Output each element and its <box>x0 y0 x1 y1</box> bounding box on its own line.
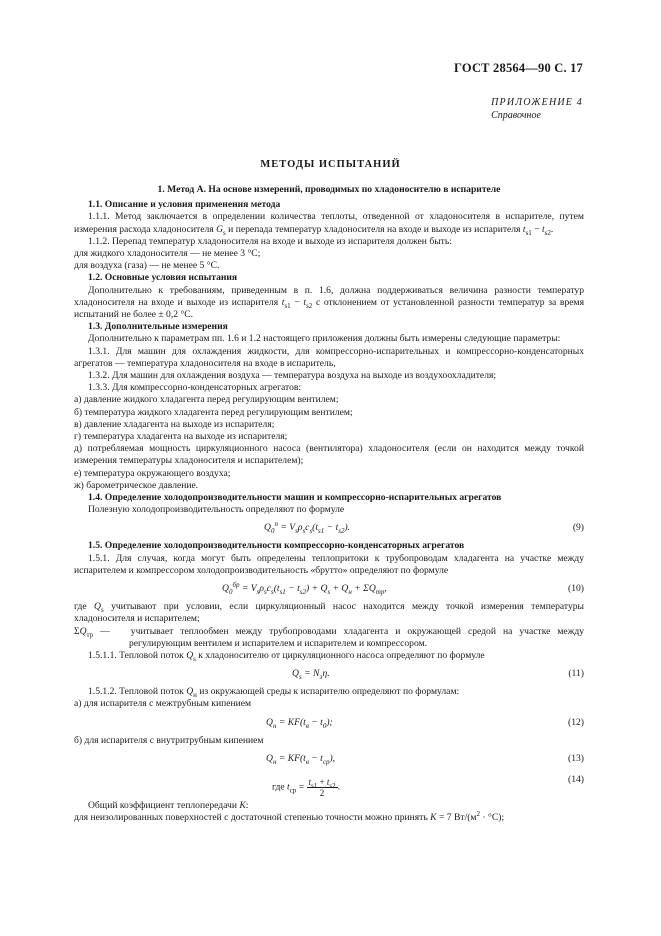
heading-1-2: 1.2. Основные условия испытания <box>88 272 238 284</box>
method-a-heading: 1. Метод А. На основе измерений, проводимых по хладоносителю в испарителе <box>157 184 501 195</box>
equation-10-formula: $Q_0^{бр} = V_s\rho_sc_s(t_{s1} - t_{s2}) + Q_s + Q_н + \Sigma Q_{тр}$, <box>222 580 387 596</box>
para-k-coefficient: Общий коэффициент теплопередачи K: <box>88 799 249 811</box>
para-1-2: Дополнительно к требованиям, приведенным в п. 1.6, должна поддерживаться величина разности температур хладоносителя на входе и выходе из испарителя $t_{s1} - t_{s2}$ с отклонением от установленной разности температур за время испытаний не более ± 0,2 °С. <box>74 284 584 321</box>
list-item: а) давление жидкого хладагента перед регулирующим вентилем; <box>74 394 339 406</box>
appendix-number: ПРИЛОЖЕНИЕ 4 <box>491 97 583 108</box>
equation-13-formula: $Q_н = KF(t_в - t_{ср})$, <box>266 752 336 766</box>
equation-12-formula: $Q_н = KF(t_в - t_0)$; <box>266 716 333 730</box>
equation-12-number: (12) <box>568 716 584 728</box>
list-item: б) температура жидкого хладагента перед регулирующим вентилем; <box>74 406 353 418</box>
equation-10-number: (10) <box>568 583 584 595</box>
list-item: ж) барометрическое давление. <box>74 479 199 491</box>
para-1-5-1-1: 1.5.1.1. Тепловой поток $Q_s$ к хладоносителю от циркуляционного насоса определяют по формуле <box>88 649 485 663</box>
section-title: МЕТОДЫ ИСПЫТАНИЙ <box>260 159 401 170</box>
para-1-5-1-2-a: а) для испарителя с межтрубным кипением <box>74 698 252 710</box>
para-1-3-1: 1.3.1. Для машин для охлаждения жидкости, для компрессорно-испарительных и компрессорно-конденсаторных агрегатов — температура хладоносителя на входе в испаритель, <box>74 345 584 369</box>
para-1-5-1: 1.5.1. Для случая, когда могут быть определены теплопритоки к трубопроводам хладагента на участке между испарителем и компрессором холодопроизводительность «брутто» определяют по формуле <box>74 552 584 576</box>
para-1-1-1: 1.1.1. Метод заключается в определении количества теплоты, отведенной от хладоносителя в испарителе, путем измерения расхода хладоносителя $G_s$ и перепада температур хладоносителя на входе и выходе из испарителя $t_{s1} - t_{s2}$. <box>74 211 584 237</box>
equation-14-number: (14) <box>568 773 584 785</box>
para-1-5-sum: $\Sigma Q_{тр}$ — учитывает теплообмен между трубопроводами хладагента и окружающей средой на участке между регулирующим вентилем и испарителем и испарителем и компрессором. <box>74 625 584 649</box>
equation-13-number: (13) <box>568 752 584 764</box>
equation-11 <box>74 665 584 683</box>
heading-1-3: 1.3. Дополнительные измерения <box>88 321 228 333</box>
appendix-label <box>491 97 583 122</box>
equation-13 <box>74 750 584 768</box>
para-1-5-where: где $Q_s$ учитывают при условии, если циркуляционный насос находится между точкой измерения температуры хладоносителя и испарителем; <box>74 601 584 625</box>
para-1-3-intro: Дополнительно к параметрам пп. 1.6 и 1.2 настоящего приложения должны быть измерены следующие параметры: <box>88 333 561 345</box>
equation-9-formula: $Q_0^п = V_s\rho_sc_s(t_{s1} - t_{s2})$. <box>264 520 351 536</box>
equation-11-formula: $Q_s = N_э\eta$. <box>292 668 330 682</box>
equation-12 <box>74 714 584 732</box>
equation-11-number: (11) <box>568 668 584 680</box>
para-1-5-1-2: 1.5.1.2. Тепловой поток $Q_н$ из окружающей среды к испарителю определяют по формулам: <box>88 686 460 700</box>
para-1-3-2: 1.3.2. Для машин для охлаждения воздуха — температура воздуха на выходе из воздухоохладителя; <box>88 370 497 382</box>
equation-14 <box>74 771 584 797</box>
equation-9-number: (9) <box>572 522 584 534</box>
para-1-5-1-2-b: б) для испарителя с внутритрубным кипением <box>74 734 264 746</box>
document-body <box>74 184 584 824</box>
para-1-3-3: 1.3.3. Для компрессорно-конденсаторных агрегатов: <box>88 382 302 394</box>
para-1-1-2-liquid: для жидкого хладоносителя — не менее 3 °С; <box>74 248 261 260</box>
para-1-1-2-air: для воздуха (газа) — не менее 5 °С. <box>74 260 220 272</box>
heading-1-5: 1.5. Определение холодопроизводительности компрессорно-конденсаторных агрегатов <box>88 540 465 552</box>
appendix-type: Справочное <box>491 109 541 121</box>
para-k-value: для неизолированных поверхностей с достаточной степенью точности можно принять K = 7 $Вт/(м^2 \cdot ^\circ С)$; <box>74 809 505 823</box>
equation-14-formula: где $t_{ср}$ = $\frac{t_{s1} + t_{s2}}{2}$ . <box>272 776 340 798</box>
equation-9 <box>74 519 584 537</box>
heading-1-4: 1.4. Определение холодопроизводительности машин и компрессорно-испарительных агрегатов <box>88 492 502 504</box>
page-header: ГОСТ 28564—90 С. 17 <box>454 61 583 75</box>
list-item: г) температура хладагента на выходе из испарителя; <box>74 431 288 443</box>
list-item: в) давление хладагента на выходе из испарителя; <box>74 418 275 430</box>
list-item: е) температура окружающего воздуха; <box>74 467 231 479</box>
heading-1-1: 1.1. Описание и условия применения метода <box>88 199 281 211</box>
para-1-4: Полезную холодопроизводительность определяют по формуле <box>88 504 345 516</box>
equation-10 <box>74 580 584 598</box>
para-1-1-2: 1.1.2. Перепад температур хладоносителя на входе и выходе из испарителя должен быть: <box>88 235 452 247</box>
list-item: д) потребляемая мощность циркуляционного насоса (вентилятора) хладоносителя (если он находится между точкой измерения температуры хладоносителя и испарителем); <box>74 443 584 467</box>
